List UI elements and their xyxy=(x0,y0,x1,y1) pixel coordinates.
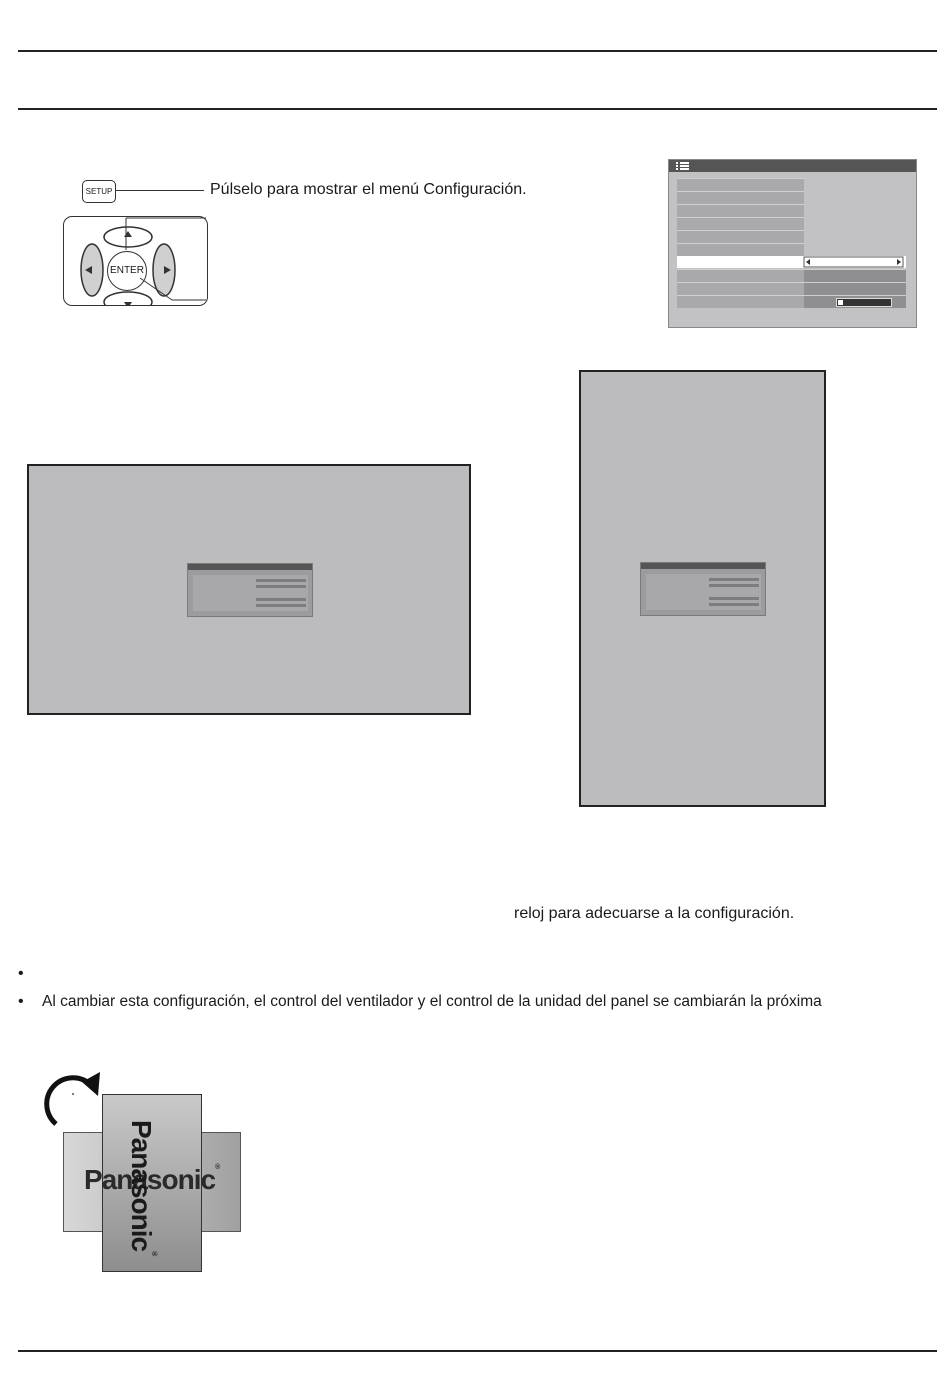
panasonic-logo-vertical: Panasonic® xyxy=(126,1120,157,1256)
setup-button: SETUP xyxy=(82,180,116,203)
menu-row xyxy=(677,191,804,204)
pad-callout-lines xyxy=(60,210,210,310)
setup-callout-text: Púlselo para mostrar el menú Configuración. xyxy=(210,181,527,198)
menu-slider xyxy=(836,298,892,307)
enter-button: ENTER xyxy=(107,251,147,291)
footer-rule xyxy=(18,1350,937,1352)
menu-header xyxy=(669,160,916,172)
menu-row xyxy=(677,178,804,191)
menu-row xyxy=(677,269,804,282)
screen-mini-menu xyxy=(187,563,313,617)
left-arrow-icon xyxy=(806,259,810,265)
header-rule xyxy=(18,108,937,110)
bullet-dot: • xyxy=(18,965,24,982)
menu-row xyxy=(677,243,804,256)
rotate-arrow-icon xyxy=(28,1058,108,1130)
menu-row xyxy=(677,282,804,295)
menu-value xyxy=(804,295,906,308)
right-arrow-icon xyxy=(897,259,901,265)
landscape-screen xyxy=(27,464,471,715)
menu-row xyxy=(677,217,804,230)
menu-value xyxy=(804,282,906,295)
menu-row xyxy=(677,204,804,217)
partial-line: reloj para adecuarse a la configuración. xyxy=(514,905,795,922)
screen-mini-menu xyxy=(640,562,766,616)
settings-menu-preview xyxy=(668,159,917,328)
bullet-2-text: Al cambiar esta configuración, el control del ventilador y el control de la unidad del panel se cambiarán la próxima xyxy=(42,993,822,1010)
menu-list-icon xyxy=(675,161,691,171)
setup-callout-line xyxy=(116,190,204,191)
panasonic-logo-horizontal: Panasonic® xyxy=(84,1164,220,1195)
menu-row xyxy=(677,295,804,308)
menu-row xyxy=(677,230,804,243)
bullet-dot: • xyxy=(18,993,24,1010)
menu-selected-row xyxy=(677,256,906,268)
top-rule xyxy=(18,50,937,52)
menu-value xyxy=(804,269,906,282)
portrait-screen xyxy=(579,370,826,807)
